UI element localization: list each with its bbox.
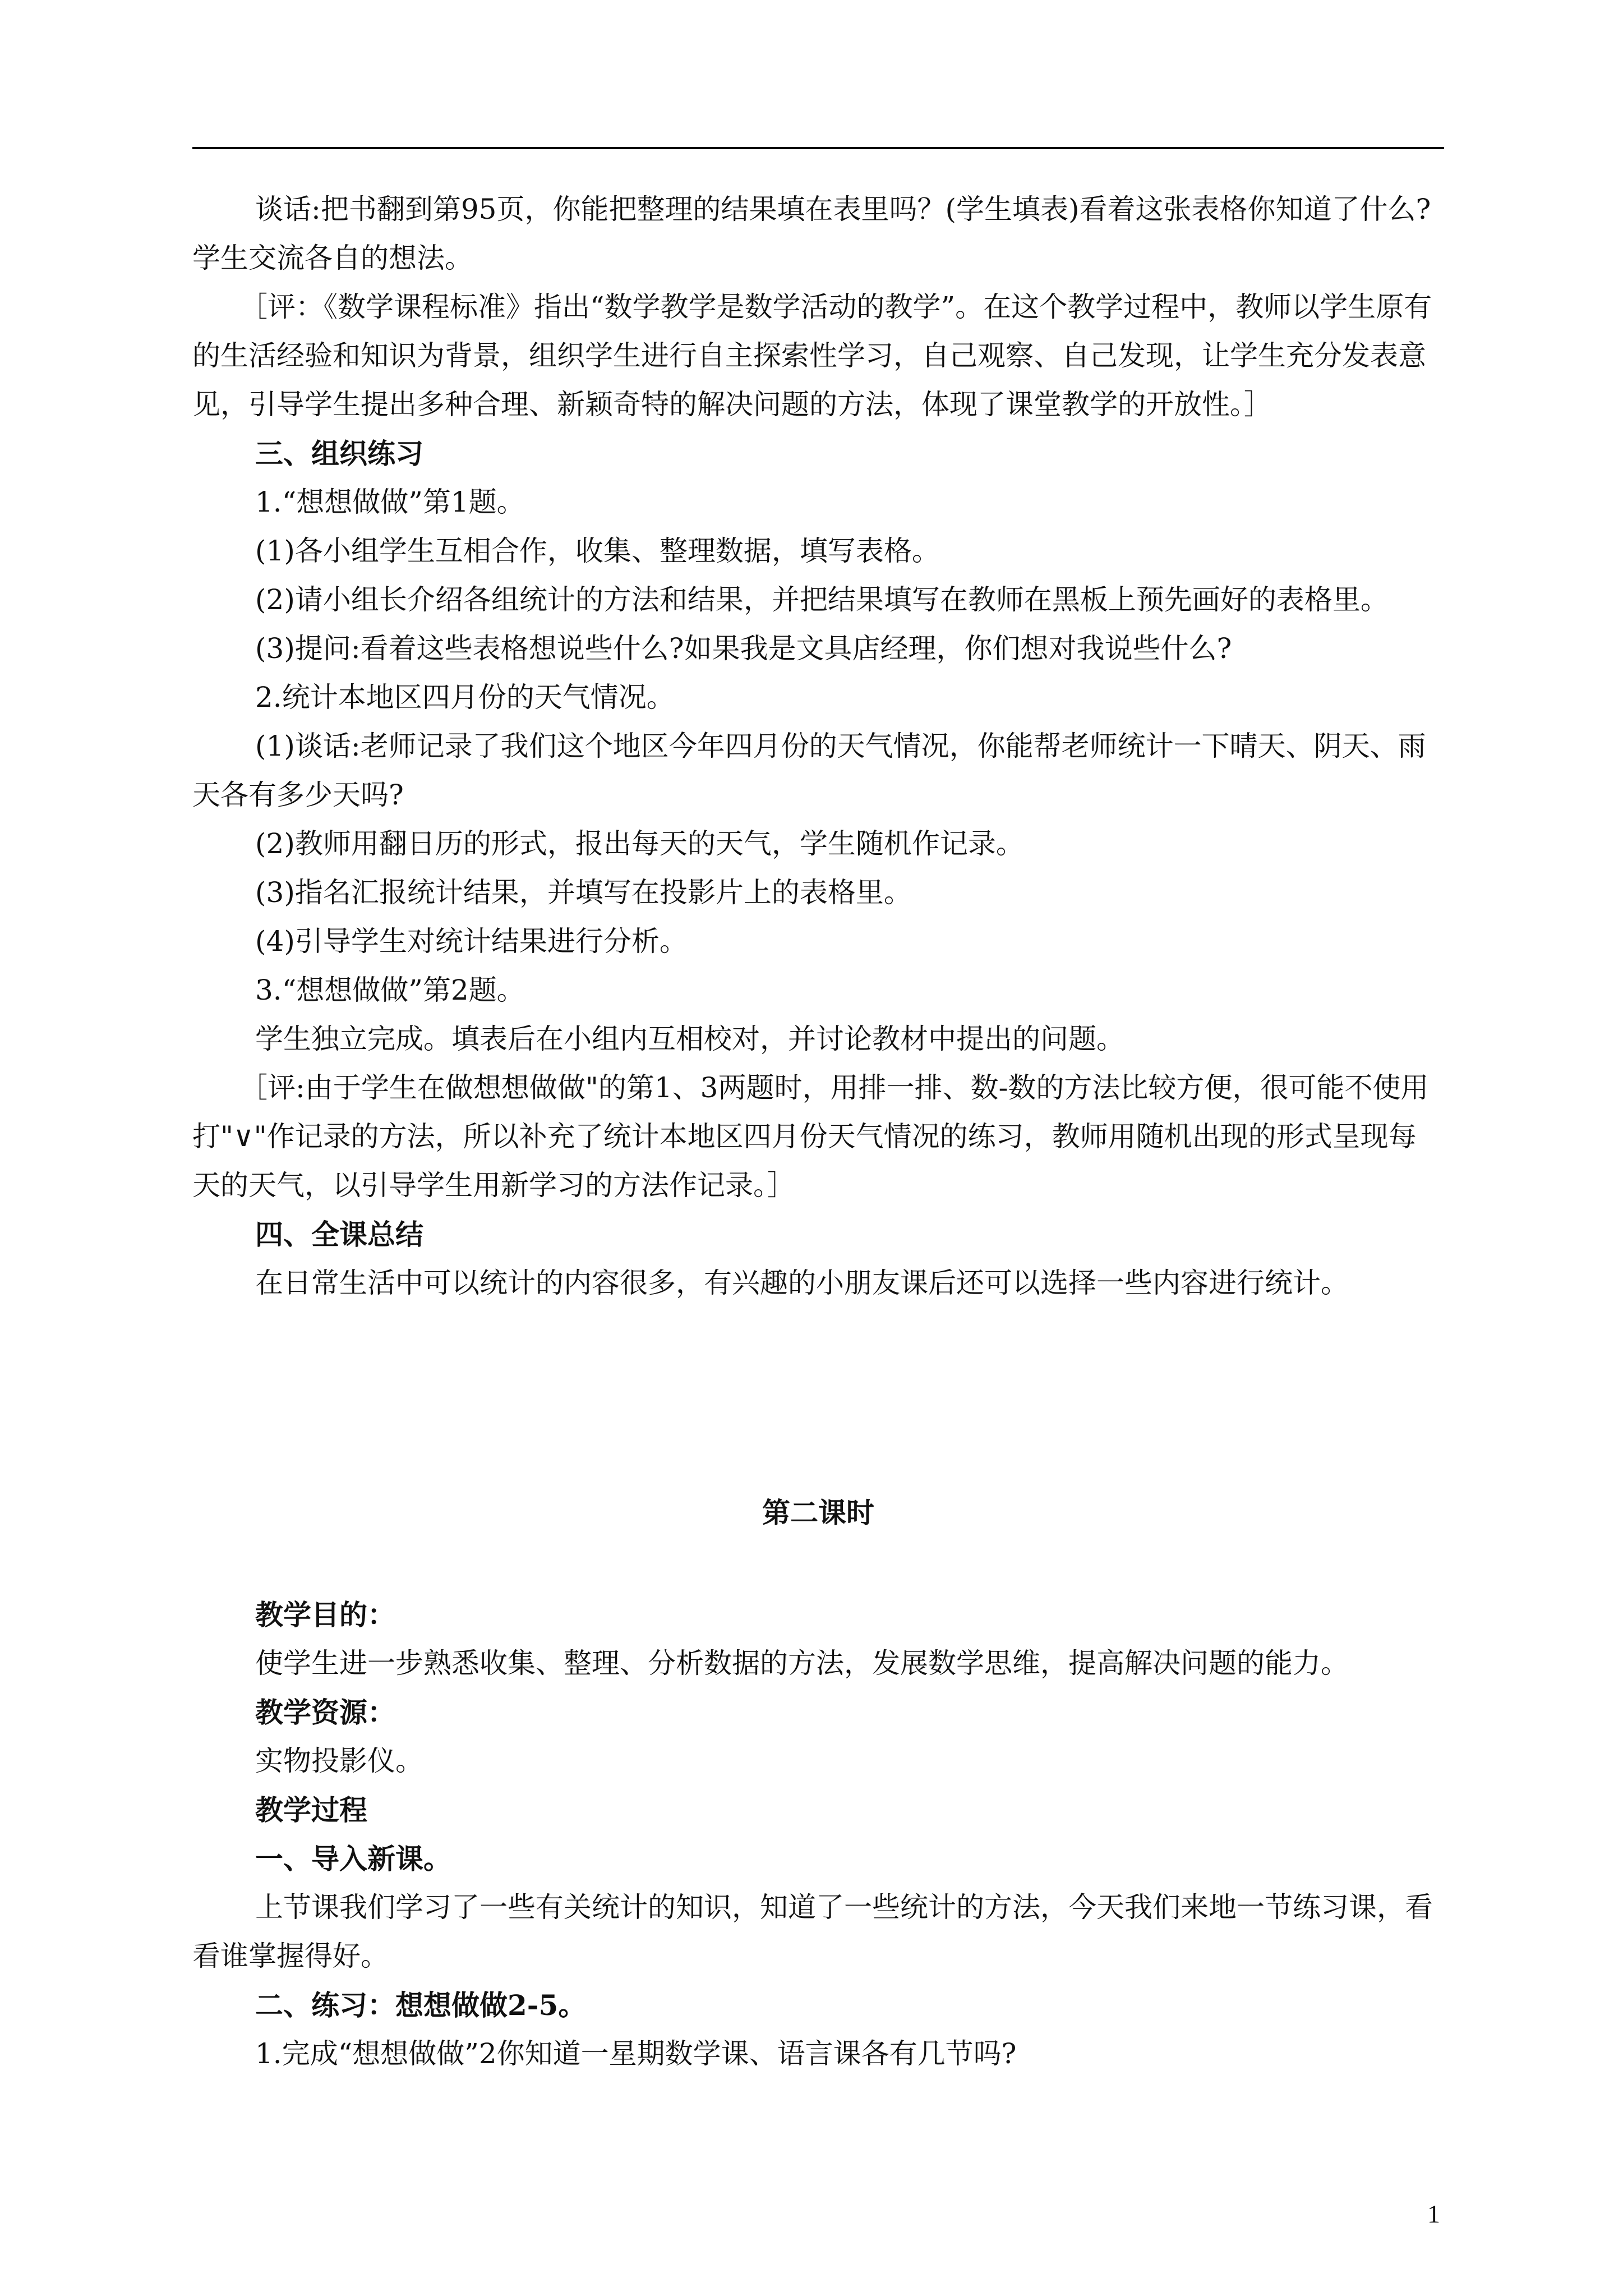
subheading-process: 教学过程: [255, 1793, 367, 1826]
paragraph: (2)请小组长介绍各组统计的方法和结果，并把结果填写在教师在黑板上预先画好的表格里。: [255, 583, 1389, 616]
paragraph: 上节课我们学习了一些有关统计的知识，知道了一些统计的方法，今天我们来地一节练习课，看看谁掌握得好。: [192, 1891, 1433, 1972]
paragraph: 实物投影仪。: [255, 1745, 423, 1777]
section-title: 第二课时: [762, 1496, 874, 1529]
paragraph: 学生独立完成。填表后在小组内互相校对，并讨论教材中提出的问题。: [255, 1023, 1124, 1055]
spacer: [192, 1308, 1444, 1488]
paragraph: 2.统计本地区四月份的天气情况。: [255, 681, 675, 714]
paragraph: 使学生进一步熟悉收集、整理、分析数据的方法，发展数学思维，提高解决问题的能力。: [255, 1647, 1349, 1680]
paragraph: 3.“想想做做”第2题。: [255, 974, 525, 1006]
subheading-objective: 教学目的：: [255, 1598, 395, 1631]
section-heading: 四、全课总结: [255, 1218, 423, 1251]
paragraph: 在日常生活中可以统计的内容很多，有兴趣的小朋友课后还可以选择一些内容进行统计。: [255, 1267, 1349, 1299]
comment-paragraph: ［评:由于学生在做想想做做"的第1、3两题时，用排一排、数-数的方法比较方便，很可能不使用打"∨"作记录的方法，所以补充了统计本地区四月份天气情况的练习，教师用随机出现的形式呈现每天的天气，以引导学生用新学习的方法作记录。］: [192, 1071, 1429, 1202]
section-heading: 二、练习：想想做做2-5。: [255, 1989, 587, 2022]
header-rule: [192, 147, 1444, 149]
comment-paragraph: [192, 283, 1444, 429]
section-heading: 三、组织练习: [255, 437, 423, 470]
paragraph: (2)教师用翻日历的形式，报出每天的天气，学生随机作记录。: [255, 827, 1024, 860]
section-heading: 一、导入新课。: [255, 1842, 451, 1875]
comment-text: ［评：《数学课程标准》指出“数学教学是数学活动的教学”。在这个教学过程中，教师以学生原有的生活经验和知识为背景，组织学生进行自主探索性学习，自己观察、自己发现，让学生充分发表意见，引导学生提出多种合理、新颖奇特的解决问题的方法，体现了课堂教学的开放性。］: [192, 291, 1432, 421]
paragraph: (3)提问:看着这些表格想说些什么?如果我是文具店经理，你们想对我说些什么?: [255, 632, 1232, 665]
paragraph: (4)引导学生对统计结果进行分析。: [255, 925, 688, 958]
document-body: [192, 185, 1444, 2078]
paragraph: 谈话:把书翻到第95页，你能把整理的结果填在表里吗？(学生填表)看着这张表格你知道了什么?学生交流各自的想法。: [192, 193, 1431, 274]
paragraph: (1)各小组学生互相合作，收集、整理数据，填写表格。: [255, 535, 940, 567]
spacer: [192, 1537, 1444, 1590]
paragraph: 1.“想想做做”第1题。: [255, 486, 525, 518]
paragraph: (1)谈话:老师记录了我们这个地区今年四月份的天气情况，你能帮老师统计一下晴天、阴天、雨天各有多少天吗?: [192, 730, 1426, 811]
page-number: 1: [1427, 2200, 1440, 2228]
paragraph: (3)指名汇报统计结果，并填写在投影片上的表格里。: [255, 876, 912, 909]
paragraph: 1.完成“想想做做”2你知道一星期数学课、语言课各有几节吗?: [255, 2037, 1017, 2070]
subheading-resources: 教学资源：: [255, 1696, 395, 1729]
